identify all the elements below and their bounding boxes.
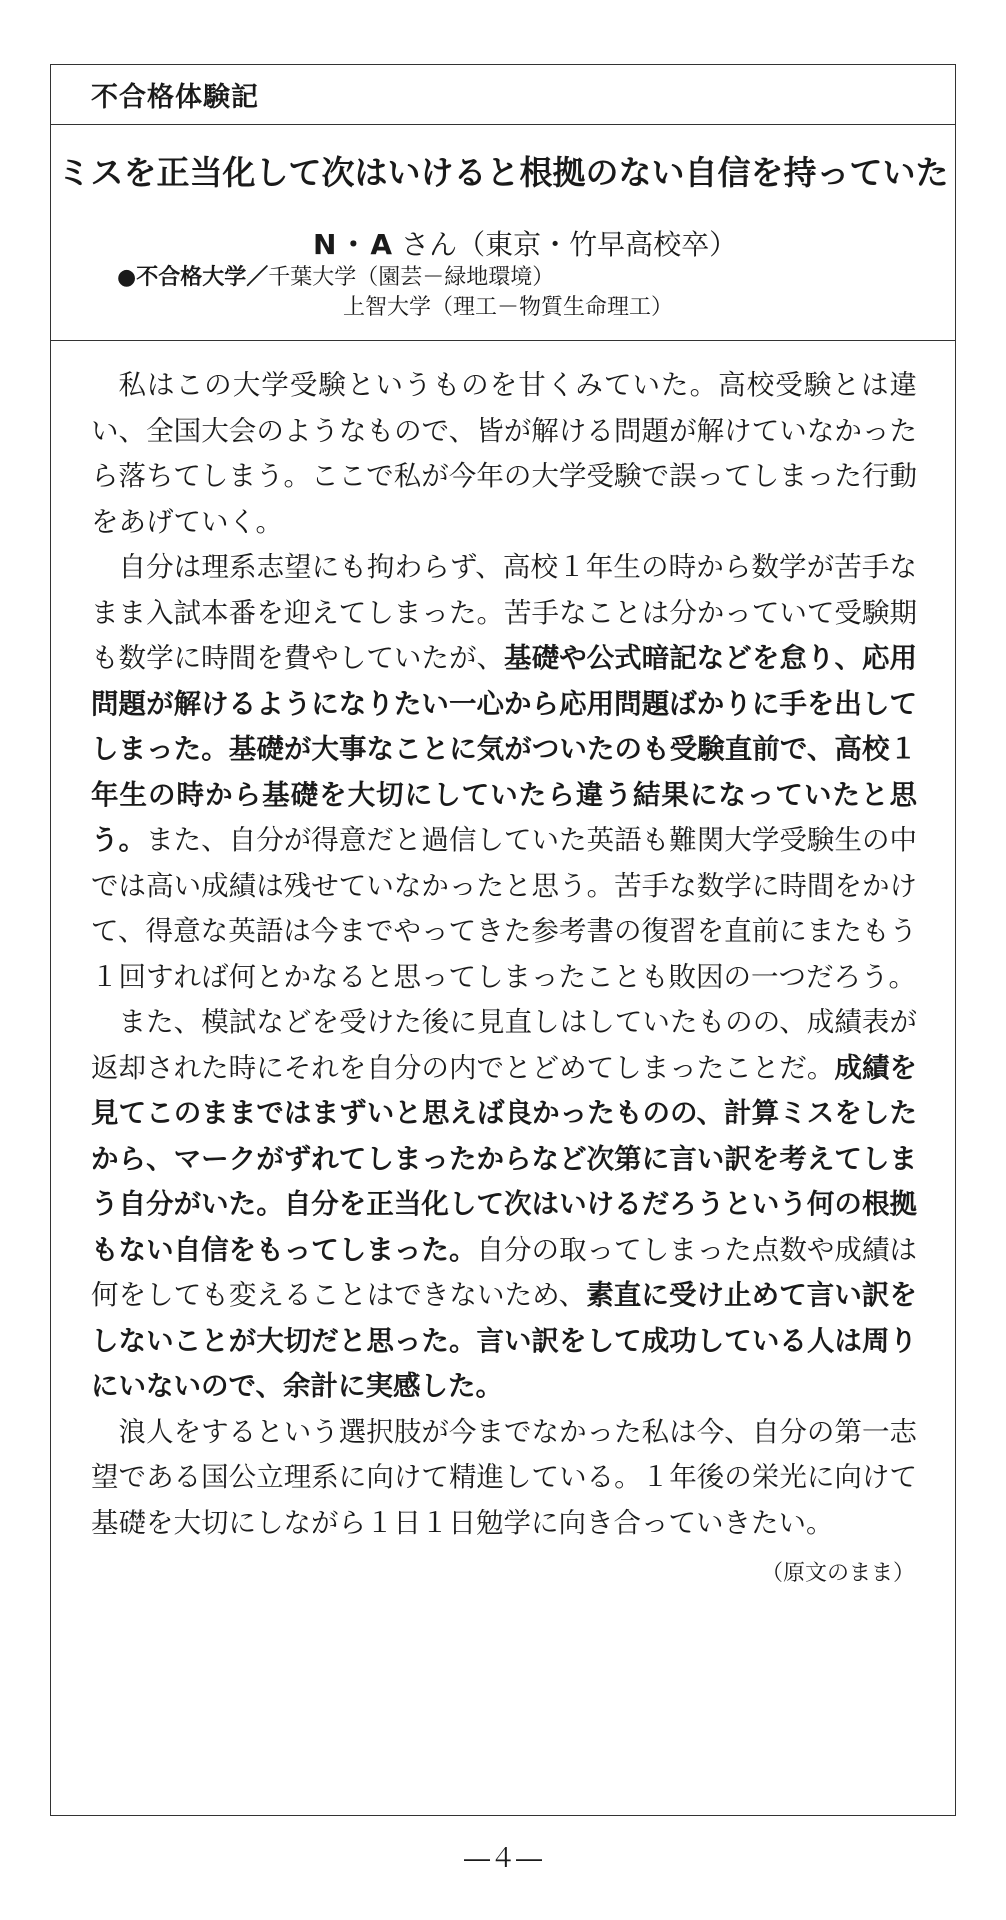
body-paragraph <box>91 363 917 545</box>
article-header <box>51 125 955 341</box>
emphasized-text: 基礎や公式暗記などを怠り、応用問題が解けるようになりたい一心から応用問題ばかりに手を出してしまった。基礎が大事なことに気がついたのも受験直前で、高校１年生の時から基礎を大切にしていたら違う結果になっていたと思う。 <box>91 642 918 856</box>
page-number: ―４― <box>463 1844 542 1874</box>
original-text-note: （原文のまま） <box>760 1561 915 1586</box>
paragraph-text: 自分は理系志望にも拘わらず、高校１年生の時から数学が苦手なまま入試本番を迎えてしまった。苦手なことは分かっていて受験期も数学に時間を費やしていたが、 <box>91 551 917 674</box>
emphasized-text: 素直に受け止めて言い訳をしないことが大切だと思った。言い訳をして成功している人は周りにいないので、余計に実感した。 <box>91 1279 917 1402</box>
section-label-row <box>51 65 955 125</box>
failed-school-2: 上智大学（理工－物質生命理工） <box>343 295 674 320</box>
failed-schools <box>117 263 673 323</box>
body-paragraph <box>91 545 917 1000</box>
paragraph-text: また、自分が得意だと過信していた英語も難関大学受験生の中では高い成績は残せていなかったと思う。苦手な数学に時間をかけて、得意な英語は今までやってきた参考書の復習を直前にまたもう１回すれば何とかなると思ってしまったことも敗因の一つだろう。 <box>91 824 918 993</box>
body-paragraph <box>91 1410 917 1547</box>
author-line <box>313 223 737 263</box>
paragraph-text: また、模試などを受けた後に見直しはしていたものの、成績表が返却された時にそれを自分の内でとどめてしまったことだ。 <box>91 1006 917 1084</box>
author-suffix: さん（東京・竹早高校卒） <box>401 228 738 261</box>
paragraph-text: 自分の取ってしまった点数や成績は何をしても変えることはできないため、 <box>91 1233 918 1311</box>
body-paragraph <box>91 1000 917 1410</box>
paragraph-text: 浪人をするという選択肢が今までなかった私は今、自分の第一志望である国公立理系に向けて精進している。１年後の栄光に向けて基礎を大切にしながら１日１日勉学に向き合っていきたい。 <box>91 1415 917 1539</box>
emphasized-text: 成績を見てこのままではまずいと思えば良かったものの、計算ミスをしたから、マークがずれてしまったからなど次第に言い訳を考えてしまう自分がいた。自分を正当化して次はいけるだろうという何の根拠もない自信をもってしまった。 <box>91 1051 918 1266</box>
section-label: 不合格体験記 <box>91 82 259 113</box>
paragraph-text: 私はこの大学受験というものを甘くみていた。高校受験とは違い、全国大会のようなもので、皆が解ける問題が解けていなかったら落ちてしまう。ここで私が今年の大学受験で誤ってしまった行動をあげていく。 <box>91 369 917 538</box>
article-frame <box>50 64 956 1816</box>
failed-schools-label: ●不合格大学／ <box>117 265 269 290</box>
article-body <box>51 341 955 1546</box>
author-name: N・A <box>313 228 396 261</box>
failed-school-1: 千葉大学（園芸－緑地環境） <box>268 265 555 290</box>
headline: ミスを正当化して次はいけると根拠のない自信を持っていた <box>57 153 949 192</box>
